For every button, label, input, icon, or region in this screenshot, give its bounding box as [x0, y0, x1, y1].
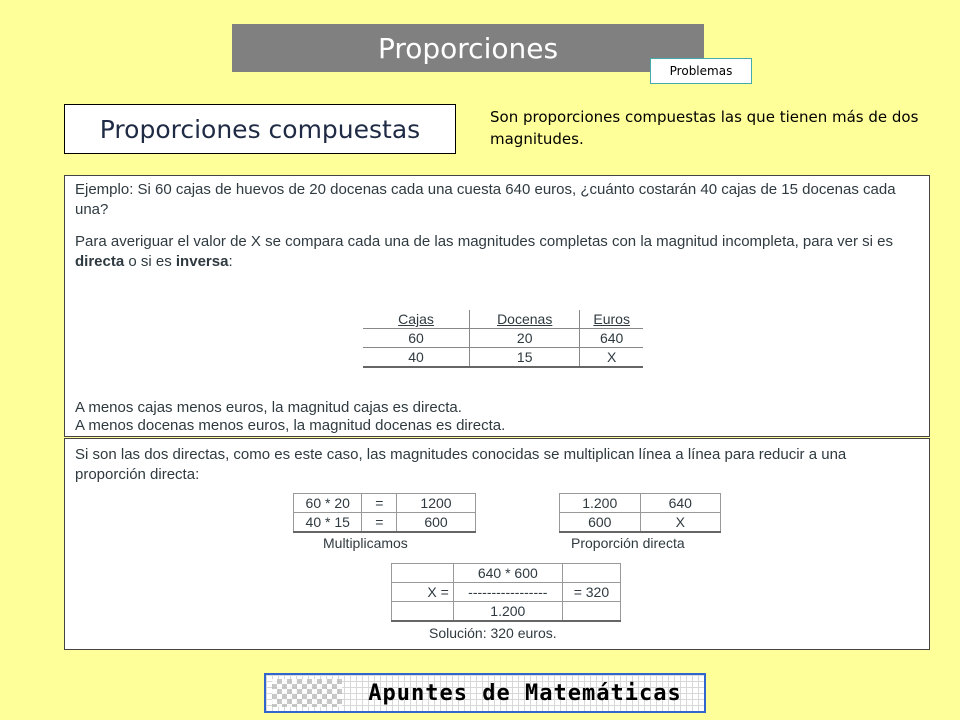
table-cell [562, 564, 620, 583]
table-spacer [475, 513, 559, 533]
table-row [363, 329, 643, 348]
calc-x-label: X = [392, 583, 454, 602]
table-spacer [475, 494, 559, 513]
multiply-caption: Multiplicamos [323, 535, 408, 551]
table-cell: 640 [640, 494, 720, 513]
solution-explanation: Si son las dos directas, como es este caso, las magnitudes conocidas se multiplican línea a línea para reducir a una proporción directa: [75, 446, 847, 483]
instruction-colon: : [228, 253, 233, 270]
table-cell: 1.200 [559, 494, 640, 513]
solution-answer: Solución: 320 euros. [429, 625, 557, 641]
intro-text: Son proporciones compuestas las que tienen más de dos magnitudes. [490, 108, 919, 148]
table-row [392, 583, 621, 602]
instruction-text: Para averiguar el valor de X se compara cada una de las magnitudes completas con la magnitud incompleta, para ver si es [75, 233, 893, 250]
directa-word: directa [75, 253, 125, 270]
proportion-caption: Proporción directa [571, 535, 685, 551]
inversa-word: inversa [175, 253, 229, 270]
header-cajas: Cajas [363, 310, 470, 329]
multiply-table [293, 493, 721, 533]
table-row [392, 602, 621, 622]
note-docenas: A menos docenas menos euros, la magnitud docenas es directa. [75, 417, 506, 434]
example-panel [64, 175, 930, 437]
section-heading: Proporciones compuestas [64, 104, 456, 154]
table-cell [562, 602, 620, 622]
apuntes-banner[interactable] [264, 673, 706, 713]
table-cell: 40 * 15 [294, 513, 362, 533]
calc-numerator: 640 * 600 [453, 564, 562, 583]
calc-result: = 320 [562, 583, 620, 602]
problems-button[interactable]: Problemas [650, 58, 752, 84]
table-row [392, 564, 621, 583]
table-cell: 60 [363, 329, 470, 348]
table-cell: = [362, 513, 397, 533]
table-cell [392, 602, 454, 622]
table-row [294, 494, 721, 513]
calculation-table [391, 563, 621, 622]
instruction-or: o si es [124, 253, 176, 270]
table-cell: 40 [363, 348, 470, 368]
table-row [363, 348, 643, 368]
table-cell [392, 564, 454, 583]
note-cajas: A menos cajas menos euros, la magnitud cajas es directa. [75, 399, 462, 416]
table-header-row [363, 310, 643, 329]
table-cell: 60 * 20 [294, 494, 362, 513]
table-cell: X [580, 348, 643, 368]
checker-pattern [272, 679, 342, 707]
table-cell: 15 [470, 348, 580, 368]
table-cell: 1200 [397, 494, 476, 513]
solution-panel [64, 438, 930, 650]
table-cell: 600 [397, 513, 476, 533]
table-row [294, 513, 721, 533]
header-docenas: Docenas [470, 310, 580, 329]
page-title: Proporciones [232, 24, 704, 72]
calc-denominator: 1.200 [453, 602, 562, 622]
table-cell: 600 [559, 513, 640, 533]
table-cell: X [640, 513, 720, 533]
banner-text: Apuntes de Matemáticas [368, 680, 682, 706]
table-cell: 20 [470, 329, 580, 348]
example-instruction [75, 232, 921, 272]
header-euros: Euros [580, 310, 643, 329]
table-cell: 640 [580, 329, 643, 348]
calc-fraction-line: ----------------- [453, 583, 562, 602]
table-cell: = [362, 494, 397, 513]
magnitudes-table [363, 310, 643, 368]
example-question: Ejemplo: Si 60 cajas de huevos de 20 docenas cada una cuesta 640 euros, ¿cuánto costarán 40 cajas de 15 docenas cada una? [75, 181, 896, 218]
